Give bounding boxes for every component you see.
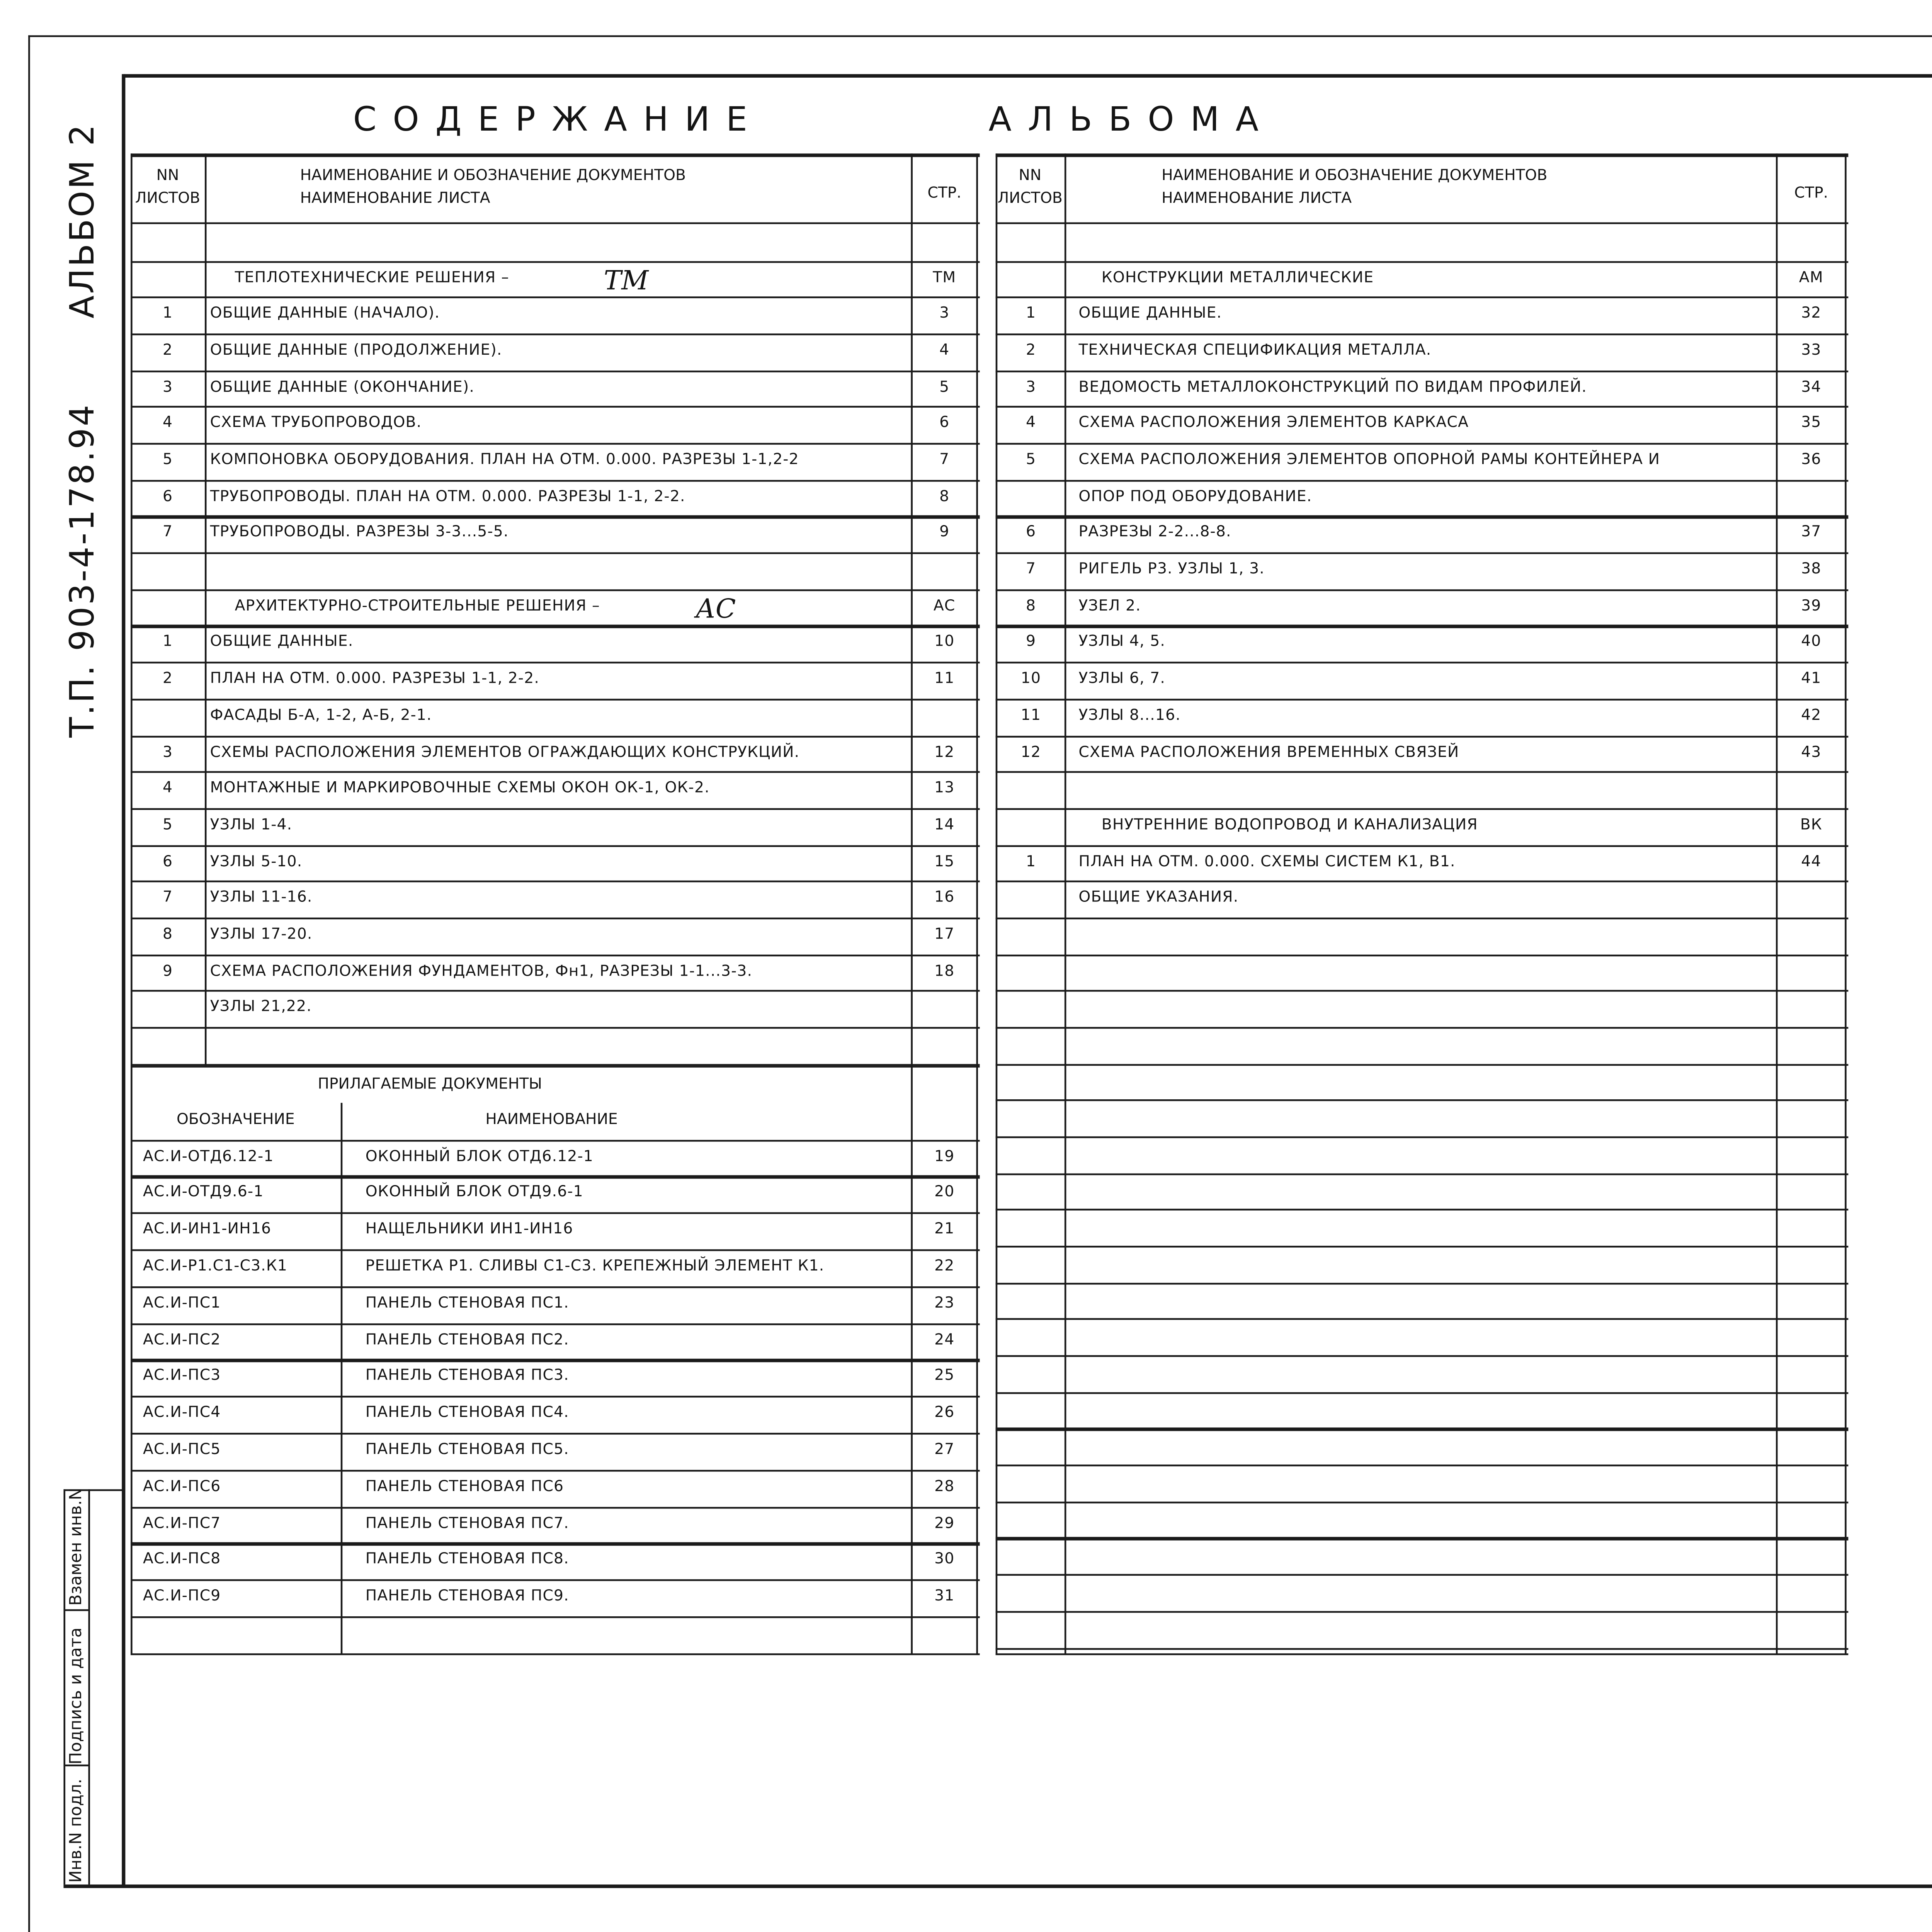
left-row-page: 16 (934, 889, 955, 908)
right-row-nn (999, 224, 1063, 259)
left-row-page (913, 699, 976, 734)
left-row-name: УЗЛЫ 21,22. (210, 999, 312, 1017)
handwritten-tm: ТМ (604, 264, 649, 297)
attached-row-code: АС.И-ПС3 (143, 1368, 221, 1386)
left-row-nn: 8 (162, 926, 173, 944)
right-row-nn: 1 (1026, 306, 1036, 324)
right-empty-row-line (996, 954, 1849, 956)
right-header-name: НАИМЕНОВАНИЕ И ОБОЗНАЧЕНИЕ ДОКУМЕНТОВ НАИМЕНОВАНИЕ ЛИСТА (1162, 167, 1548, 208)
right-empty-row-line (996, 1319, 1849, 1321)
left-row-page: 9 (939, 525, 950, 543)
left-row-name: ОБЩИЕ ДАННЫЕ (НАЧАЛО). (210, 306, 440, 324)
right-header-nn: NN ЛИСТОВ (997, 167, 1063, 208)
left-row-nn: 2 (162, 342, 173, 360)
left-row-page: 11 (934, 671, 955, 689)
right-row-name (1078, 771, 1770, 806)
inner-frame-top (124, 74, 1932, 77)
left-row-page: 3 (939, 306, 950, 324)
right-row-page: 43 (1801, 743, 1821, 762)
left-table-top (131, 153, 980, 156)
right-empty-row-line (996, 1611, 1849, 1613)
right-row-nn: 9 (1026, 634, 1036, 652)
left-row-name: ТРУБОПРОВОДЫ. РАЗРЕЗЫ 3-3...5-5. (210, 525, 509, 543)
left-row-page (913, 990, 976, 1026)
left-row-nn: 5 (162, 816, 173, 835)
left-row-page: 4 (939, 342, 950, 360)
attached-row-name: ОКОННЫЙ БЛОК ОТД6.12-1 (365, 1148, 594, 1166)
left-row-page: 18 (934, 963, 955, 981)
right-empty-row-line (996, 1355, 1849, 1357)
attached-row-code: АС.И-ПС5 (143, 1442, 221, 1459)
left-row-nn (134, 260, 201, 296)
attached-row-name: РЕШЕТКА Р1. СЛИВЫ С1-С3. КРЕПЕЖНЫЙ ЭЛЕМЕНТ К1. (365, 1258, 825, 1276)
title-album: АЛЬБОМА (988, 100, 1275, 139)
stamp-divider-1 (63, 1609, 90, 1611)
left-row-name: ТРУБОПРОВОДЫ. ПЛАН НА ОТМ. 0.000. РАЗРЕЗЫ 1-1, 2-2. (210, 488, 685, 506)
right-row-name: СХЕМА РАСПОЛОЖЕНИЯ ЭЛЕМЕНТОВ КАРКАСА (1078, 415, 1469, 433)
left-row-nn: 6 (162, 488, 173, 506)
stamp-inv-podl: Инв.N подл. (67, 1779, 87, 1883)
right-empty-row-line (996, 1282, 1849, 1284)
right-row-page (1778, 224, 1845, 259)
right-empty-row-line (996, 1392, 1849, 1394)
right-row-page: 38 (1801, 561, 1821, 579)
left-row-page: 15 (934, 853, 955, 871)
left-row-name: СХЕМЫ РАСПОЛОЖЕНИЯ ЭЛЕМЕНТОВ ОГРАЖДАЮЩИХ КОНСТРУКЦИЙ. (210, 743, 800, 762)
attached-row-code: АС.И-ПС1 (143, 1295, 221, 1313)
right-empty-row-line (996, 1647, 1849, 1649)
right-row-name (1078, 224, 1770, 259)
left-row-name: УЗЛЫ 17-20. (210, 926, 313, 944)
attached-title: ПРИЛАГАЕМЫЕ ДОКУМЕНТЫ (318, 1076, 542, 1094)
left-row-name: СХЕМА РАСПОЛОЖЕНИЯ ФУНДАМЕНТОВ, Фн1, РАЗРЕЗЫ 1-1...3-3. (210, 963, 753, 981)
right-table-bottom (996, 1653, 1849, 1656)
left-row-nn (134, 699, 201, 734)
right-empty-row-line (996, 1428, 1849, 1430)
right-row-page: 32 (1801, 306, 1821, 324)
right-row-name: ОБЩИЕ ДАННЫЕ. (1078, 306, 1222, 324)
attached-row-code: АС.И-ПС8 (143, 1552, 221, 1570)
attached-row-code: АС.И-ИН1-ИН16 (143, 1221, 272, 1239)
left-row-nn: 4 (162, 415, 173, 433)
right-row-page (1778, 480, 1845, 515)
left-code-col (341, 1103, 343, 1655)
left-row-page: 7 (939, 452, 950, 470)
right-row-page (1778, 881, 1845, 916)
left-row-nn: 2 (162, 671, 173, 689)
left-attached-top (131, 1066, 980, 1068)
right-empty-row-line (996, 1574, 1849, 1576)
attached-row-page: 24 (934, 1332, 955, 1349)
right-row-nn: 8 (1026, 598, 1036, 616)
left-row-page: 5 (939, 379, 950, 397)
left-row-line (131, 1063, 980, 1065)
attached-row-page (913, 1616, 976, 1651)
attached-row-code: АС.И-ПС9 (143, 1588, 221, 1606)
right-empty-row-line (996, 990, 1849, 992)
right-row-page: ВК (1800, 816, 1822, 835)
stamp-left-border (63, 1489, 65, 1884)
right-row-name: ТЕХНИЧЕСКАЯ СПЕЦИФИКАЦИЯ МЕТАЛЛА. (1078, 342, 1432, 360)
right-row-name: КОНСТРУКЦИИ МЕТАЛЛИЧЕСКИЕ (1101, 269, 1374, 287)
album-label: АЛЬБОМ 2 (63, 122, 102, 318)
left-row-name: ОБЩИЕ ДАННЫЕ. (210, 634, 354, 652)
right-row-page: 41 (1801, 671, 1821, 689)
title-contents: СОДЕРЖАНИЕ (353, 100, 764, 139)
left-row-name: АРХИТЕКТУРНО-СТРОИТЕЛЬНЫЕ РЕШЕНИЯ – (235, 598, 600, 616)
right-row-page: 35 (1801, 415, 1821, 433)
right-row-name: УЗЛЫ 4, 5. (1078, 634, 1165, 652)
left-row-nn: 6 (162, 853, 173, 871)
right-empty-row-line (996, 1246, 1849, 1248)
left-row-nn (134, 553, 201, 588)
right-row-nn: 4 (1026, 415, 1036, 433)
right-row-nn (999, 881, 1063, 916)
left-row-name: ОБЩИЕ ДАННЫЕ (ПРОДОЛЖЕНИЕ). (210, 342, 502, 360)
left-row-page: 8 (939, 488, 950, 506)
left-row-page: 17 (934, 926, 955, 944)
right-empty-row-line (996, 1501, 1849, 1503)
right-empty-row-line (996, 1063, 1849, 1065)
left-header-nn: NN ЛИСТОВ (135, 167, 201, 208)
left-row-nn: 3 (162, 379, 173, 397)
attached-row-code: АС.И-ПС7 (143, 1515, 221, 1533)
right-row-nn (999, 771, 1063, 806)
left-row-nn: 7 (162, 525, 173, 543)
right-row-page: 44 (1801, 853, 1821, 871)
right-empty-row-line (996, 1538, 1849, 1540)
left-table-left (131, 153, 133, 1655)
right-table-top (996, 153, 1849, 156)
attached-col-code: ОБОЗНАЧЕНИЕ (177, 1111, 295, 1129)
right-row-page: 36 (1801, 452, 1821, 470)
attached-row-name: ПАНЕЛЬ СТЕНОВАЯ ПС6 (365, 1478, 564, 1496)
right-row-name: ОПОР ПОД ОБОРУДОВАНИЕ. (1078, 488, 1312, 506)
handwritten-ac: АС (696, 593, 736, 625)
right-row-nn: 1 (1026, 853, 1036, 871)
left-row-name: УЗЛЫ 1-4. (210, 816, 293, 835)
attached-row-name: ОКОННЫЙ БЛОК ОТД9.6-1 (365, 1185, 583, 1202)
right-row-name: ВНУТРЕННИЕ ВОДОПРОВОД И КАНАЛИЗАЦИЯ (1101, 816, 1478, 835)
left-row-name: ПЛАН НА ОТМ. 0.000. РАЗРЕЗЫ 1-1, 2-2. (210, 671, 539, 689)
attached-row-page: 21 (934, 1221, 955, 1239)
left-row-name (210, 1027, 911, 1062)
left-row-nn: 5 (162, 452, 173, 470)
right-row-nn: 7 (1026, 561, 1036, 579)
outer-frame-left (28, 35, 30, 1932)
left-row-page (913, 1027, 976, 1062)
attached-row-page: 27 (934, 1442, 955, 1459)
left-row-nn (134, 1027, 201, 1062)
right-empty-row-line (996, 1100, 1849, 1102)
left-row-name: УЗЛЫ 5-10. (210, 853, 303, 871)
attached-row-name: ПАНЕЛЬ СТЕНОВАЯ ПС4. (365, 1405, 569, 1423)
left-row-page: 10 (934, 634, 955, 652)
left-row-nn: 7 (162, 889, 173, 908)
left-header-page: СТР. (927, 185, 961, 203)
left-header-name: НАИМЕНОВАНИЕ И ОБОЗНАЧЕНИЕ ДОКУМЕНТОВ НАИМЕНОВАНИЕ ЛИСТА (300, 167, 686, 208)
album-code-vertical (63, 123, 102, 738)
left-row-name: МОНТАЖНЫЕ И МАРКИРОВОЧНЫЕ СХЕМЫ ОКОН ОК-1, ОК-2. (210, 780, 710, 798)
left-row-page: 12 (934, 743, 955, 762)
right-row-page: 39 (1801, 598, 1821, 616)
attached-row-code: АС.И-Р1.С1-С3.К1 (143, 1258, 288, 1276)
left-row-name: СХЕМА ТРУБОПРОВОДОВ. (210, 415, 422, 433)
attached-row-page: 23 (934, 1295, 955, 1313)
right-row-nn: 10 (1020, 671, 1041, 689)
right-row-nn: 6 (1026, 525, 1036, 543)
right-row-name: СХЕМА РАСПОЛОЖЕНИЯ ВРЕМЕННЫХ СВЯЗЕЙ (1078, 743, 1459, 762)
right-row-nn (999, 808, 1063, 843)
stamp-separator (88, 1489, 90, 1884)
right-row-name: ВЕДОМОСТЬ МЕТАЛЛОКОНСТРУКЦИЙ ПО ВИДАМ ПРОФИЛЕЙ. (1078, 379, 1587, 397)
left-row-page (913, 553, 976, 588)
attached-row-name: ПАНЕЛЬ СТЕНОВАЯ ПС5. (365, 1442, 569, 1459)
right-row-nn: 5 (1026, 452, 1036, 470)
left-row-page (913, 224, 976, 259)
attached-row-name: ПАНЕЛЬ СТЕНОВАЯ ПС7. (365, 1515, 569, 1533)
left-row-name: УЗЛЫ 11-16. (210, 889, 313, 908)
right-row-name: УЗЛЫ 6, 7. (1078, 671, 1165, 689)
left-row-nn: 9 (162, 963, 173, 981)
right-row-name: РАЗРЕЗЫ 2-2...8-8. (1078, 525, 1231, 543)
right-empty-row-line (996, 1027, 1849, 1029)
left-row-page: 14 (934, 816, 955, 835)
left-table-right (976, 153, 978, 1655)
left-row-nn: 4 (162, 780, 173, 798)
attached-row-page: 28 (934, 1478, 955, 1496)
attached-row-name: ПАНЕЛЬ СТЕНОВАЯ ПС8. (365, 1552, 569, 1570)
outer-frame-top (28, 35, 1932, 37)
attached-row-page: 29 (934, 1515, 955, 1533)
inner-frame-left (122, 74, 125, 1886)
right-empty-row-line (996, 1209, 1849, 1211)
stamp-vzamen: Взамен инв.N (67, 1488, 87, 1606)
right-empty-row-line (996, 1465, 1849, 1467)
right-header-page: СТР. (1794, 185, 1828, 203)
left-row-name: ОБЩИЕ ДАННЫЕ (ОКОНЧАНИЕ). (210, 379, 474, 397)
right-row-nn (999, 260, 1063, 296)
attached-row-code: АС.И-ПС2 (143, 1332, 221, 1349)
left-row-page: АС (933, 598, 956, 616)
left-row-nn: 3 (162, 743, 173, 762)
right-row-name: СХЕМА РАСПОЛОЖЕНИЯ ЭЛЕМЕНТОВ ОПОРНОЙ РАМЫ КОНТЕЙНЕРА И (1078, 452, 1660, 470)
right-row-page (1778, 771, 1845, 806)
left-row-nn (134, 990, 201, 1026)
right-row-line (996, 917, 1849, 919)
attached-row-page: 26 (934, 1405, 955, 1423)
right-empty-row-line (996, 1136, 1849, 1138)
left-row-name (210, 224, 911, 259)
attached-row-name: ПАНЕЛЬ СТЕНОВАЯ ПС2. (365, 1332, 569, 1349)
attached-row-code (143, 1616, 337, 1651)
right-row-page: 40 (1801, 634, 1821, 652)
stamp-podpis: Подпись и дата (67, 1627, 87, 1765)
right-row-page: 33 (1801, 342, 1821, 360)
attached-row-code: АС.И-ПС6 (143, 1478, 221, 1496)
stamp-divider-2 (63, 1765, 90, 1767)
left-nn-col (205, 153, 207, 1066)
right-row-page: 34 (1801, 379, 1821, 397)
attached-row-page: 30 (934, 1552, 955, 1570)
right-row-page: 37 (1801, 525, 1821, 543)
attached-row-code: АС.И-ОТД6.12-1 (143, 1148, 274, 1166)
attached-row-name: НАЩЕЛЬНИКИ ИН1-ИН16 (365, 1221, 573, 1239)
attached-col-name: НАИМЕНОВАНИЕ (485, 1111, 618, 1129)
attached-row-page: 22 (934, 1258, 955, 1276)
right-row-page: 42 (1801, 707, 1821, 725)
left-row-nn: 1 (162, 634, 173, 652)
attached-row-code: АС.И-ОТД9.6-1 (143, 1185, 264, 1202)
album-code: Т.П. 903-4-178.94 (63, 403, 102, 738)
attached-row-page: 25 (934, 1368, 955, 1386)
right-row-nn: 11 (1020, 707, 1041, 725)
left-row-name (210, 553, 911, 588)
attached-row-page: 20 (934, 1185, 955, 1202)
right-row-name: УЗЕЛ 2. (1078, 598, 1141, 616)
right-row-nn: 12 (1020, 743, 1041, 762)
left-table-bottom (131, 1653, 980, 1656)
left-row-name: ТЕПЛОТЕХНИЧЕСКИЕ РЕШЕНИЯ – (235, 269, 509, 287)
left-row-page: 6 (939, 415, 950, 433)
attached-row-name: ПАНЕЛЬ СТЕНОВАЯ ПС1. (365, 1295, 569, 1313)
inner-frame-bottom (63, 1884, 1932, 1888)
right-row-name: ОБЩИЕ УКАЗАНИЯ. (1078, 889, 1239, 908)
right-row-name: РИГЕЛЬ Р3. УЗЛЫ 1, 3. (1078, 561, 1265, 579)
left-row-nn (134, 589, 201, 624)
right-row-name: ПЛАН НА ОТМ. 0.000. СХЕМЫ СИСТЕМ К1, В1. (1078, 853, 1456, 871)
left-row-nn (134, 224, 201, 259)
left-row-nn: 1 (162, 306, 173, 324)
attached-row-name: ПАНЕЛЬ СТЕНОВАЯ ПС9. (365, 1588, 569, 1606)
right-row-page: АМ (1799, 269, 1823, 287)
attached-row-code: АС.И-ПС4 (143, 1405, 221, 1423)
left-row-page: ТМ (933, 269, 956, 287)
attached-row-page: 31 (934, 1588, 955, 1606)
left-row-page: 13 (934, 780, 955, 798)
attached-row-name: ПАНЕЛЬ СТЕНОВАЯ ПС3. (365, 1368, 569, 1386)
right-empty-row-line (996, 1173, 1849, 1175)
right-row-nn: 2 (1026, 342, 1036, 360)
right-row-nn (999, 480, 1063, 515)
attached-row-name (366, 1616, 909, 1651)
left-row-name: КОМПОНОВКА ОБОРУДОВАНИЯ. ПЛАН НА ОТМ. 0.000. РАЗРЕЗЫ 1-1,2-2 (210, 452, 799, 470)
left-row-name: ФАСАДЫ Б-А, 1-2, А-Б, 2-1. (210, 707, 432, 725)
right-row-name: УЗЛЫ 8...16. (1078, 707, 1181, 725)
right-row-nn: 3 (1026, 379, 1036, 397)
attached-row-page: 19 (934, 1148, 955, 1166)
